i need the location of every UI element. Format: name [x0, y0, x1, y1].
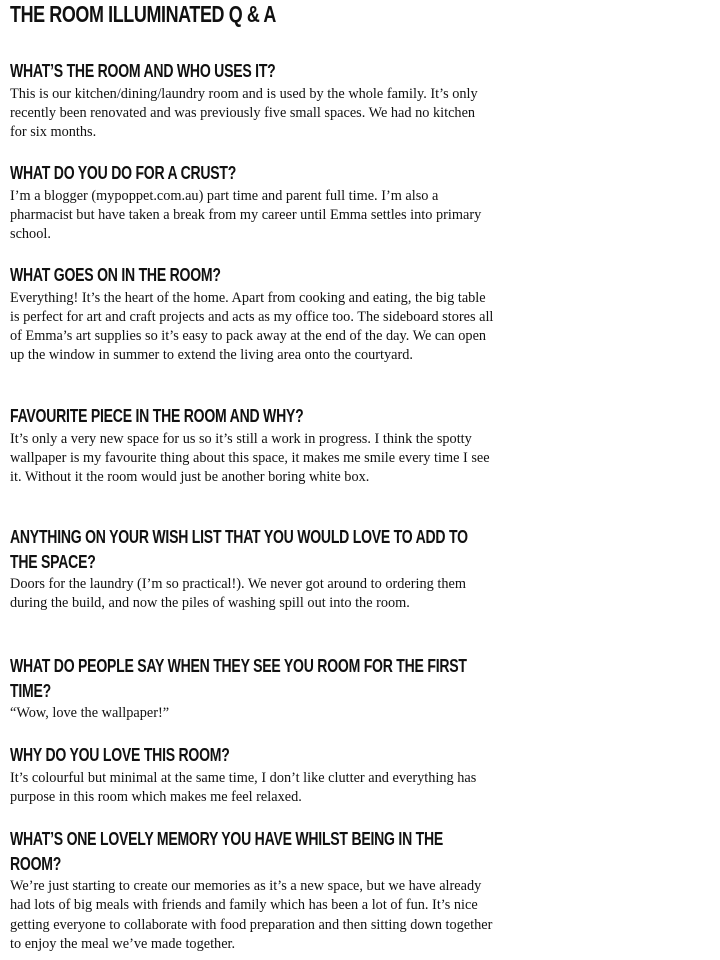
question-heading: WHAT’S ONE LOVELY MEMORY YOU HAVE WHILST BEING IN THE ROOM? — [10, 829, 444, 874]
qa-item-room-activities — [10, 263, 495, 366]
answer-text: I’m a blogger (mypoppet.com.au) part time and parent full time. I’m also a pharmacist but have taken a break from my career until Emma settles into primary school. — [10, 187, 482, 243]
question-heading: WHAT’S THE ROOM AND WHO USES IT? — [10, 61, 276, 81]
answer-text: “Wow, love the wallpaper!” — [10, 705, 170, 721]
question-heading: WHAT DO PEOPLE SAY WHEN THEY SEE YOU ROOM FOR THE FIRST TIME? — [10, 656, 467, 701]
question-heading: FAVOURITE PIECE IN THE ROOM AND WHY? — [10, 406, 304, 426]
question-heading: WHAT GOES ON IN THE ROOM? — [10, 265, 221, 285]
question-heading: WHY DO YOU LOVE THIS ROOM? — [10, 745, 230, 765]
page-title: THE ROOM ILLUMINATED Q & A — [10, 1, 276, 27]
qa-item-why-love — [10, 743, 495, 807]
answer-text: This is our kitchen/dining/laundry room and is used by the whole family. It’s only recently been renovated and was previously five small spaces. We had no kitchen for six months. — [10, 85, 478, 141]
answer-text: It’s colourful but minimal at the same time, I don’t like clutter and everything has purpose in this room which makes me feel relaxed. — [10, 769, 477, 805]
answer-text: We’re just starting to create our memories as it’s a new space, but we have already had lots of big meals with friends and family which has been a lot of fun. It’s nice getting everyone to collaborate with food preparation and then sitting down together to enjoy the meal we’ve made together. — [10, 878, 493, 952]
answer-text: Doors for the laundry (I’m so practical!). We never got around to ordering them during the build, and now the piles of washing spill out into the room. — [10, 576, 466, 612]
question-heading: ANYTHING ON YOUR WISH LIST THAT YOU WOULD LOVE TO ADD TO THE SPACE? — [10, 527, 468, 572]
answer-text: Everything! It’s the heart of the home. Apart from cooking and eating, the big table is perfect for art and craft projects and acts as my office too. The sideboard stores all of Emma’s art supplies so it’s easy to pack away at the end of the day. We can open up the window in summer to extend the living area onto the courtyard. — [10, 289, 494, 364]
question-heading: WHAT DO YOU DO FOR A CRUST? — [10, 163, 237, 183]
qa-item-crust — [10, 161, 495, 244]
qa-document — [10, 0, 495, 952]
qa-item-favourite-piece — [10, 404, 495, 487]
qa-item-wish-list — [10, 525, 495, 614]
qa-item-lovely-memory — [10, 827, 495, 954]
qa-item-room-users — [10, 59, 495, 142]
qa-item-first-impressions — [10, 654, 495, 723]
answer-text: It’s only a very new space for us so it’s still a work in progress. I think the spotty wallpaper is my favourite thing about this space, it makes me smile every time I see it. Without it the room would just be another boring white box. — [10, 430, 490, 486]
